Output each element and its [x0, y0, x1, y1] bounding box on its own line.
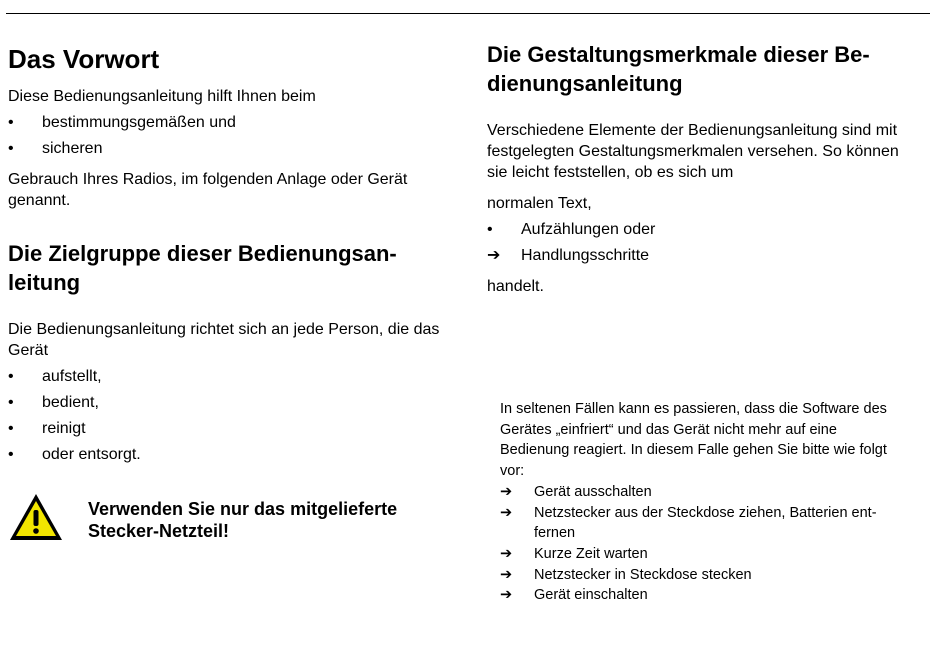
gestaltung-list: [487, 219, 922, 266]
list-item: ➔ Netzstecker in Steckdose stecken: [500, 565, 910, 586]
warning-text: Verwenden Sie nur das mitgelieferte Stecker-Netzteil!: [88, 499, 398, 541]
bullet-marker: •: [8, 394, 14, 411]
arrow-icon: ➔: [500, 545, 513, 562]
list-item: ➔ Netzstecker aus der Steckdose ziehen, Batterien ent-fernen: [500, 504, 877, 542]
bullet-marker: •: [8, 446, 14, 463]
list-item: • Aufzählungen oder: [487, 221, 656, 238]
list-item: • bedient,: [8, 394, 99, 411]
zielgruppe-heading: Die Zielgruppe dieser Bedienungsan- leitung: [8, 241, 397, 295]
bullet-marker: •: [8, 114, 14, 131]
list-item: • oder entsorgt.: [8, 446, 141, 463]
vorwort-heading: Das Vorwort: [8, 44, 160, 74]
note-box: [500, 399, 910, 606]
bullet-marker: •: [487, 221, 493, 238]
list-item: ➔ Kurze Zeit warten: [500, 544, 910, 565]
list-item: ➔ Handlungsschritte: [487, 247, 650, 264]
arrow-icon: ➔: [487, 247, 501, 264]
note-text: In seltenen Fällen kann es passieren, dass die Software des Gerätes „einfriert“ und das Gerät nicht mehr auf eine Bedienung reagiert. In diesem Falle gehen Sie bitte wie folgt vor:: [500, 401, 887, 480]
top-rule: [6, 13, 930, 14]
zielgruppe-list: [8, 366, 458, 465]
arrow-icon: ➔: [500, 504, 513, 521]
arrow-icon: ➔: [500, 587, 513, 604]
list-item: • aufstellt,: [8, 368, 102, 385]
list-item: • bestimmungsgemäßen und: [8, 114, 236, 131]
gestaltung-heading: Die Gestaltungsmerkmale dieser Be- dienungsanleitung: [487, 42, 870, 96]
vorwort-intro: Diese Bedienungsanleitung hilft Ihnen beim: [8, 88, 316, 105]
left-column: [8, 40, 458, 465]
arrow-icon: ➔: [500, 566, 513, 583]
bullet-marker: •: [8, 420, 14, 437]
list-item: • sicheren: [8, 140, 103, 157]
vorwort-outro: Gebrauch Ihres Radios, im folgenden Anlage oder Gerät genannt.: [8, 171, 408, 209]
gestaltung-outro: handelt.: [487, 278, 544, 295]
vorwort-list: [8, 112, 458, 159]
gestaltung-normal: normalen Text,: [487, 195, 592, 212]
note-steps: [500, 482, 910, 606]
bullet-marker: •: [8, 140, 14, 157]
bullet-marker: •: [8, 368, 14, 385]
zielgruppe-intro: Die Bedienungsanleitung richtet sich an jede Person, die das Gerät: [8, 321, 440, 359]
arrow-icon: ➔: [500, 483, 513, 500]
list-item: • reinigt: [8, 420, 86, 437]
list-item: ➔ Gerät ausschalten: [500, 482, 910, 503]
warning-triangle-icon: [8, 492, 64, 542]
list-item: ➔ Gerät einschalten: [500, 585, 910, 606]
right-column: [487, 40, 922, 297]
gestaltung-intro: Verschiedene Elemente der Bedienungsanleitung sind mit festgelegten Gestaltungsmerkmalen versehen. So können sie leicht feststellen, ob es sich um: [487, 122, 899, 181]
